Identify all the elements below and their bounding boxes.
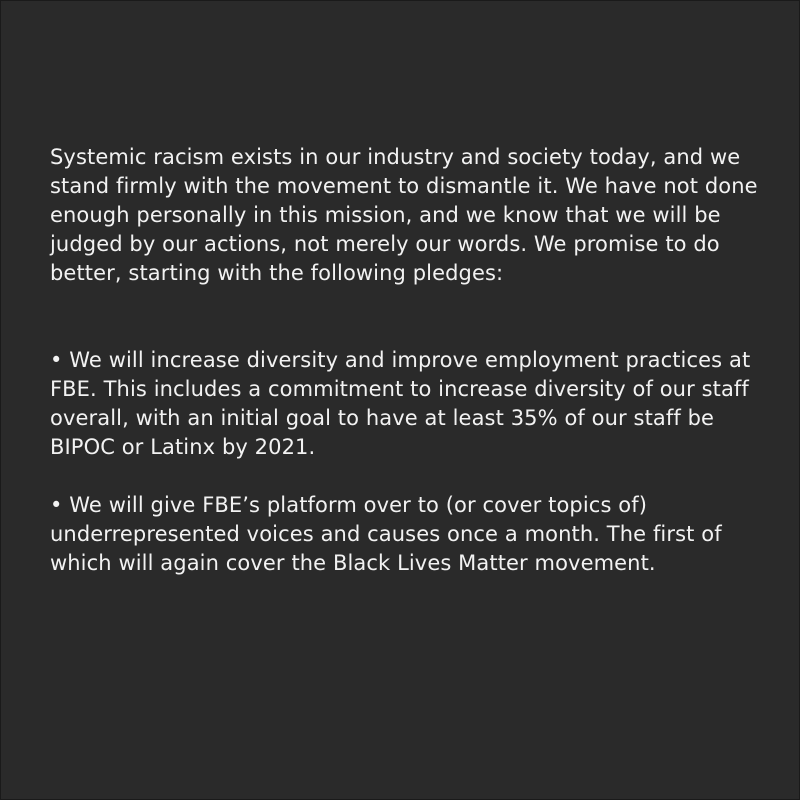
intro-paragraph: Systemic racism exists in our industry and society today, and we stand firmly with the movement to dismantle it. We have not done enough personally in this mission, and we know that we will be judged by our actions, not merely our words. We promise to do better, starting with the following pledges: (50, 145, 758, 285)
statement-body (50, 143, 760, 578)
pledge-item-1: • We will increase diversity and improve employment practices at FBE. This includes a commitment to increase diversity of our staff overall, with an initial goal to have at least 35% of our staff be BIPOC or Latinx by 2021. (50, 348, 751, 459)
spacer (50, 462, 760, 491)
spacer (50, 288, 760, 346)
pledge-item-2: • We will give FBE’s platform over to (or cover topics of) underrepresented voices and causes once a month. The first of which will again cover the Black Lives Matter movement. (50, 493, 722, 575)
